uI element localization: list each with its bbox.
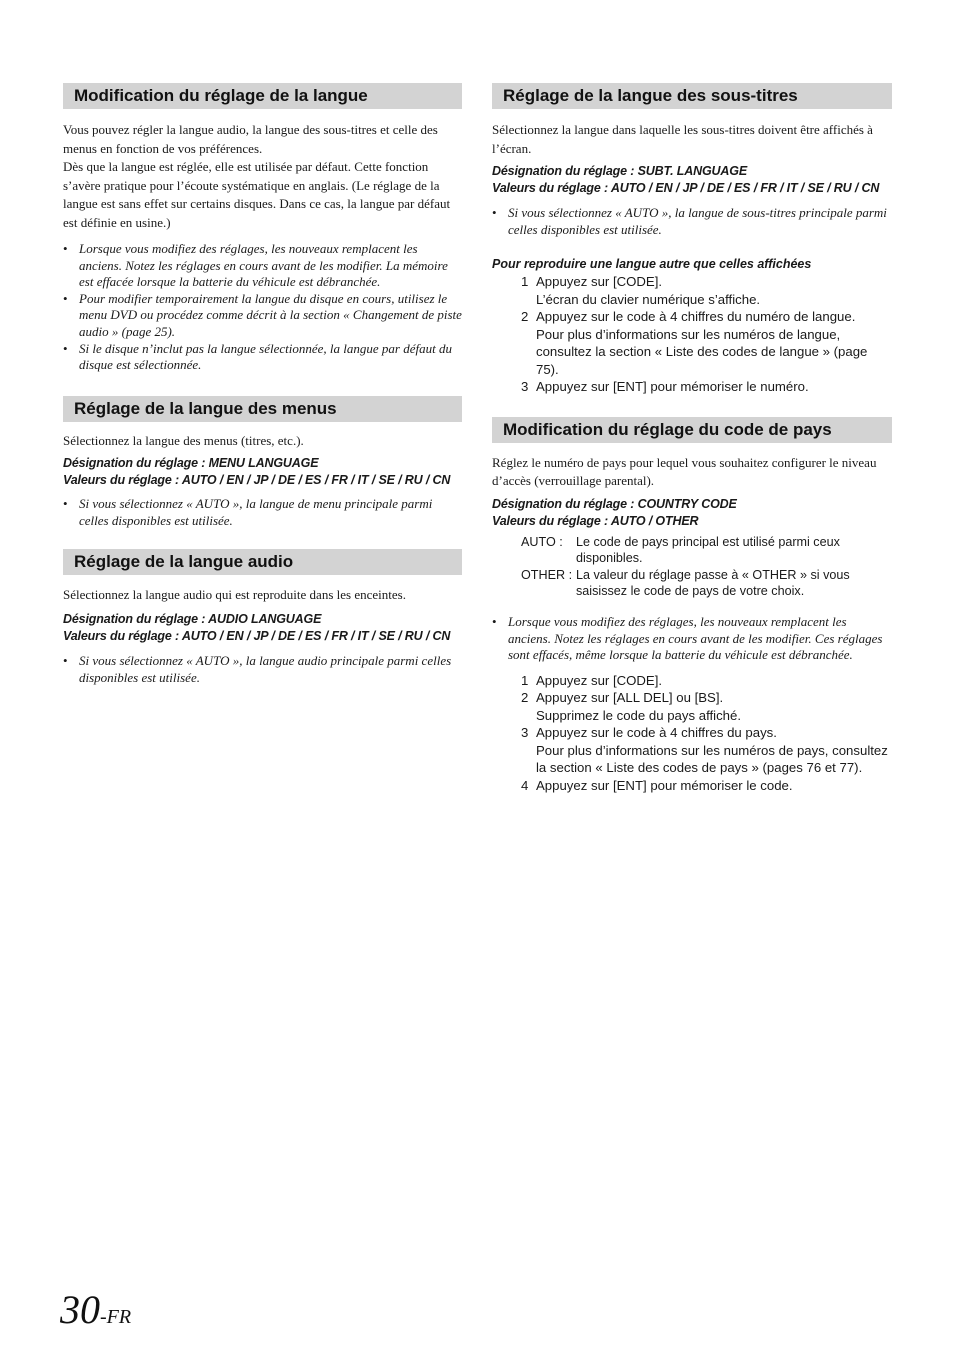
menus-body: Sélectionnez la langue des menus (titres, etc.).	[63, 432, 304, 448]
section-title-country: Modification du réglage du code de pays	[492, 417, 892, 443]
note-item: • Si vous sélectionnez « AUTO », la langue de menu principale parmi celles disponibles est utilisée.	[63, 496, 433, 528]
language-notes	[63, 241, 462, 374]
audio-designation: Désignation du réglage : AUDIO LANGUAGE	[63, 611, 322, 626]
subtitles-steps	[492, 273, 892, 396]
country-body: Réglez le numéro de pays pour lequel vous souhaitez configurer le niveau d’accès (verrouillage parental).	[492, 454, 877, 489]
step-item: 3 Appuyez sur [ENT] pour mémoriser le numéro.	[521, 379, 809, 395]
menus-designation: Désignation du réglage : MENU LANGUAGE	[63, 456, 319, 471]
note-item: • Lorsque vous modifiez des réglages, les nouveaux remplacent les anciens. Notez les réglages en cours avant de les modifier. La mémoire est effacée lorsque la batterie du véhicule est débranchée.	[63, 241, 448, 290]
section-title-audio: Réglage de la langue audio	[63, 549, 462, 575]
audio-body: Sélectionnez la langue audio qui est reproduite dans les enceintes.	[63, 587, 406, 603]
section-title-language: Modification du réglage de la langue	[63, 83, 462, 109]
audio-notes	[63, 653, 462, 686]
country-designation: Désignation du réglage : COUNTRY CODE	[492, 496, 737, 511]
option-auto: AUTO : Le code de pays principal est utilisé parmi ceux disponibles.	[521, 534, 840, 566]
note-item: • Si vous sélectionnez « AUTO », la langue de sous-titres principale parmi celles disponibles est utilisée.	[492, 205, 887, 237]
country-values: Valeurs du réglage : AUTO / OTHER	[492, 513, 699, 528]
subtitles-designation: Désignation du réglage : SUBT. LANGUAGE	[492, 164, 748, 178]
step-item: 2 Appuyez sur le code à 4 chiffres du numéro de langue. Pour plus d’informations sur les numéros de langue, consultez la section « Liste des codes de langue » (page 75).	[521, 309, 868, 377]
note-item: • Si vous sélectionnez « AUTO », la langue audio principale parmi celles disponibles est utilisée.	[63, 652, 452, 685]
subtitles-values: Valeurs du réglage : AUTO / EN / JP / DE / ES / FR / IT / SE / RU / CN	[492, 181, 880, 195]
country-steps	[492, 672, 892, 795]
subtitles-body: Sélectionnez la langue dans laquelle les sous-titres doivent être affichés à l’écran.	[492, 122, 873, 156]
note-item: • Pour modifier temporairement la langue du disque en cours, utilisez le menu DVD ou procédez comme décrit à la section « Changement de piste audio » (page 25).	[63, 290, 462, 339]
step-item: 1 Appuyez sur [CODE]. L’écran du clavier numérique s’affiche.	[521, 274, 761, 307]
step-item: 4 Appuyez sur [ENT] pour mémoriser le code.	[521, 777, 793, 793]
option-other: OTHER : La valeur du réglage passe à « OTHER » si vous saisissez le code de pays de votre choix.	[521, 567, 850, 599]
subtitles-notes	[492, 205, 892, 238]
menus-values: Valeurs du réglage : AUTO / EN / JP / DE / ES / FR / IT / SE / RU / CN	[63, 473, 451, 488]
language-intro-paragraph: Vous pouvez régler la langue audio, la langue des sous-titres et celle des menus en fonction de vos préférences.	[63, 122, 438, 156]
page-language-suffix: -FR	[100, 1306, 132, 1328]
right-column	[492, 83, 892, 794]
step-item: 3 Appuyez sur le code à 4 chiffres du pays. Pour plus d’informations sur les numéros de pays, consultez la section « Liste des codes de pays » (pages 76 et 77).	[521, 725, 888, 776]
section-title-subtitles: Réglage de la langue des sous-titres	[492, 83, 892, 109]
section-title-menus: Réglage de la langue des menus	[63, 396, 462, 422]
step-item: 2 Appuyez sur [ALL DEL] ou [BS]. Supprimez le code du pays affiché.	[521, 690, 742, 723]
note-item: • Si le disque n’inclut pas la langue sélectionnée, la langue par défaut du disque est sélectionnée.	[63, 340, 452, 373]
note-item: • Lorsque vous modifiez des réglages, les nouveaux remplacent les anciens. Notez les réglages en cours avant de les modifier. Ces réglages sont effacés, même lorsque la batterie du véhicule est débranchée.	[492, 614, 883, 663]
language-default-paragraph: Dès que la langue est réglée, elle est utilisée par défaut. Cette fonction s’avère pratique pour l’écoute systématique en anglais. (Le réglage de la langue est sans effet sur certains disques. Dans ce cas, la langue par défaut est définie en usine.)	[63, 159, 451, 230]
left-column	[63, 83, 462, 686]
menus-notes	[63, 496, 462, 529]
step-item: 1 Appuyez sur [CODE].	[521, 672, 663, 688]
other-language-subhead: Pour reproduire une langue autre que celles affichées	[492, 257, 812, 272]
page-footer	[60, 1288, 131, 1332]
page-number: 30	[60, 1287, 100, 1332]
country-notes	[492, 614, 892, 664]
audio-values: Valeurs du réglage : AUTO / EN / JP / DE / ES / FR / IT / SE / RU / CN	[63, 628, 451, 643]
